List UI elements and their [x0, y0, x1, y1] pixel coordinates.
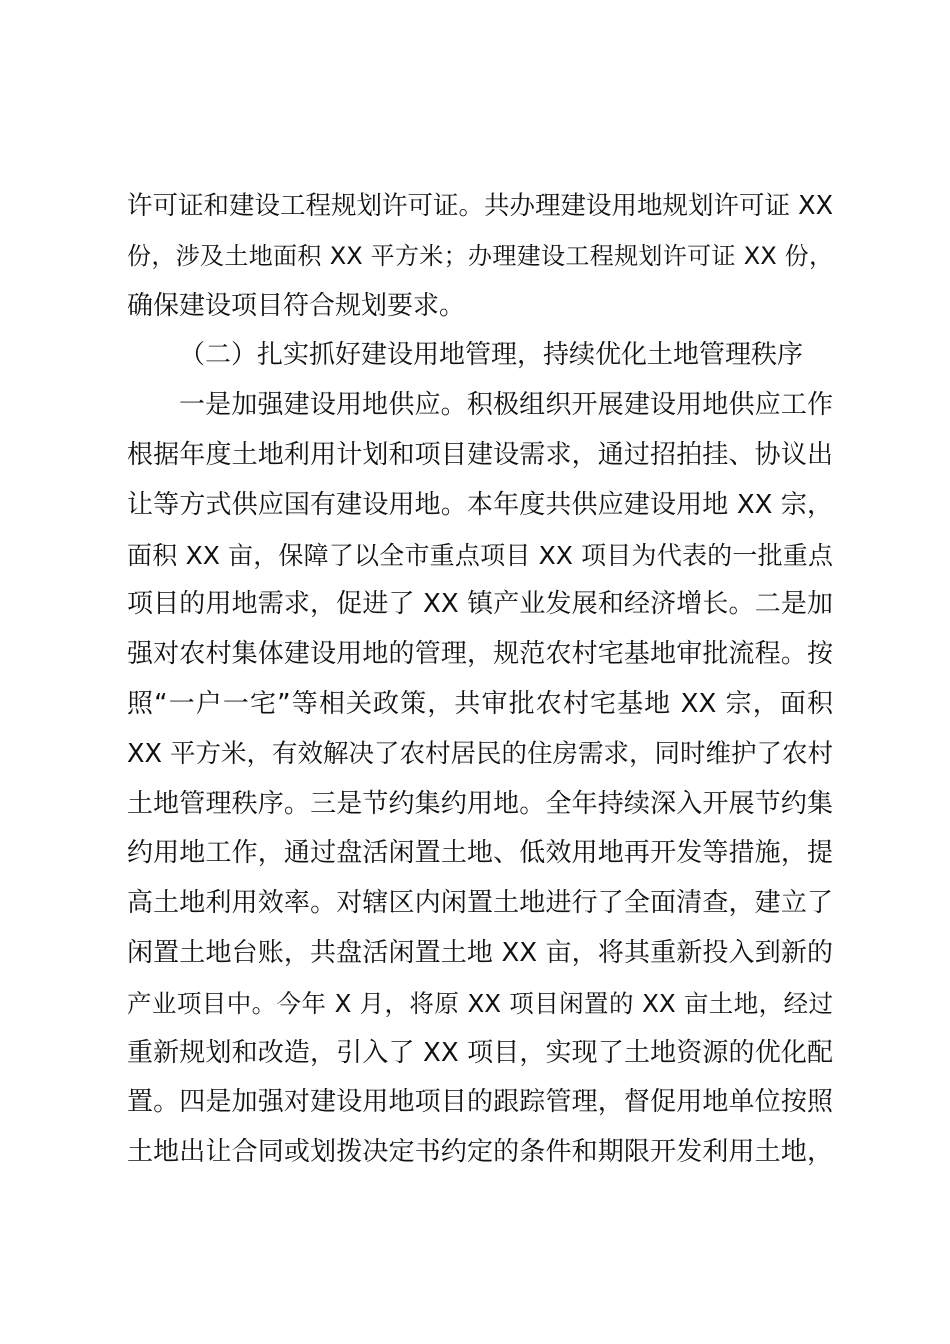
- paragraph-line: 土地出让合同或划拨决定书约定的条件和期限开发利用土地，: [127, 1137, 833, 1168]
- paragraph-line: 一是加强建设用地供应。积极组织开展建设用地供应工作: [179, 390, 833, 421]
- paragraph-line: 项目的用地需求，促进了 XX 镇产业发展和经济增长。二是加: [127, 589, 833, 620]
- paragraph-line: 确保建设项目符合规划要求。: [127, 290, 466, 321]
- paragraph-line: 产业项目中。今年 X 月，将原 XX 项目闲置的 XX 亩土地，经过: [127, 988, 833, 1018]
- paragraph-line: 闲置土地台账，共盘活闲置土地 XX 亩，将其重新投入到新的: [127, 937, 833, 968]
- paragraph-line: XX 平方米，有效解决了农村居民的住房需求，同时维护了农村: [127, 738, 834, 769]
- paragraph-line: 重新规划和改造，引入了 XX 项目，实现了土地资源的优化配: [127, 1037, 833, 1068]
- paragraph-line: 根据年度土地利用计划和项目建设需求，通过招拍挂、协议出: [127, 439, 833, 470]
- paragraph-line: 强对农村集体建设用地的管理，规范农村宅基地审批流程。按: [127, 639, 833, 670]
- paragraph-line: 让等方式供应国有建设用地。本年度共供应建设用地 XX 宗，: [127, 489, 833, 520]
- section-heading: （二）扎实抓好建设用地管理，持续优化土地管理秩序: [179, 340, 804, 371]
- paragraph-line: 许可证和建设工程规划许可证。共办理建设用地规划许可证 XX: [127, 191, 834, 221]
- paragraph-line: 照“一户一宅”等相关政策，共审批农村宅基地 XX 宗，面积: [127, 688, 833, 719]
- paragraph-line: 土地管理秩序。三是节约集约用地。全年持续深入开展节约集: [127, 788, 833, 819]
- paragraph-line: 份，涉及土地面积 XX 平方米；办理建设工程规划许可证 XX 份，: [127, 241, 833, 270]
- paragraph-line: 约用地工作，通过盘活闲置土地、低效用地再开发等措施，提: [127, 838, 833, 869]
- paragraph-line: 置。四是加强对建设用地项目的跟踪管理，督促用地单位按照: [127, 1087, 833, 1118]
- paragraph-line: 面积 XX 亩，保障了以全市重点项目 XX 项目为代表的一批重点: [127, 540, 833, 570]
- body-text: [127, 182, 833, 1178]
- paragraph-line: 高土地利用效率。对辖区内闲置土地进行了全面清查，建立了: [127, 888, 833, 919]
